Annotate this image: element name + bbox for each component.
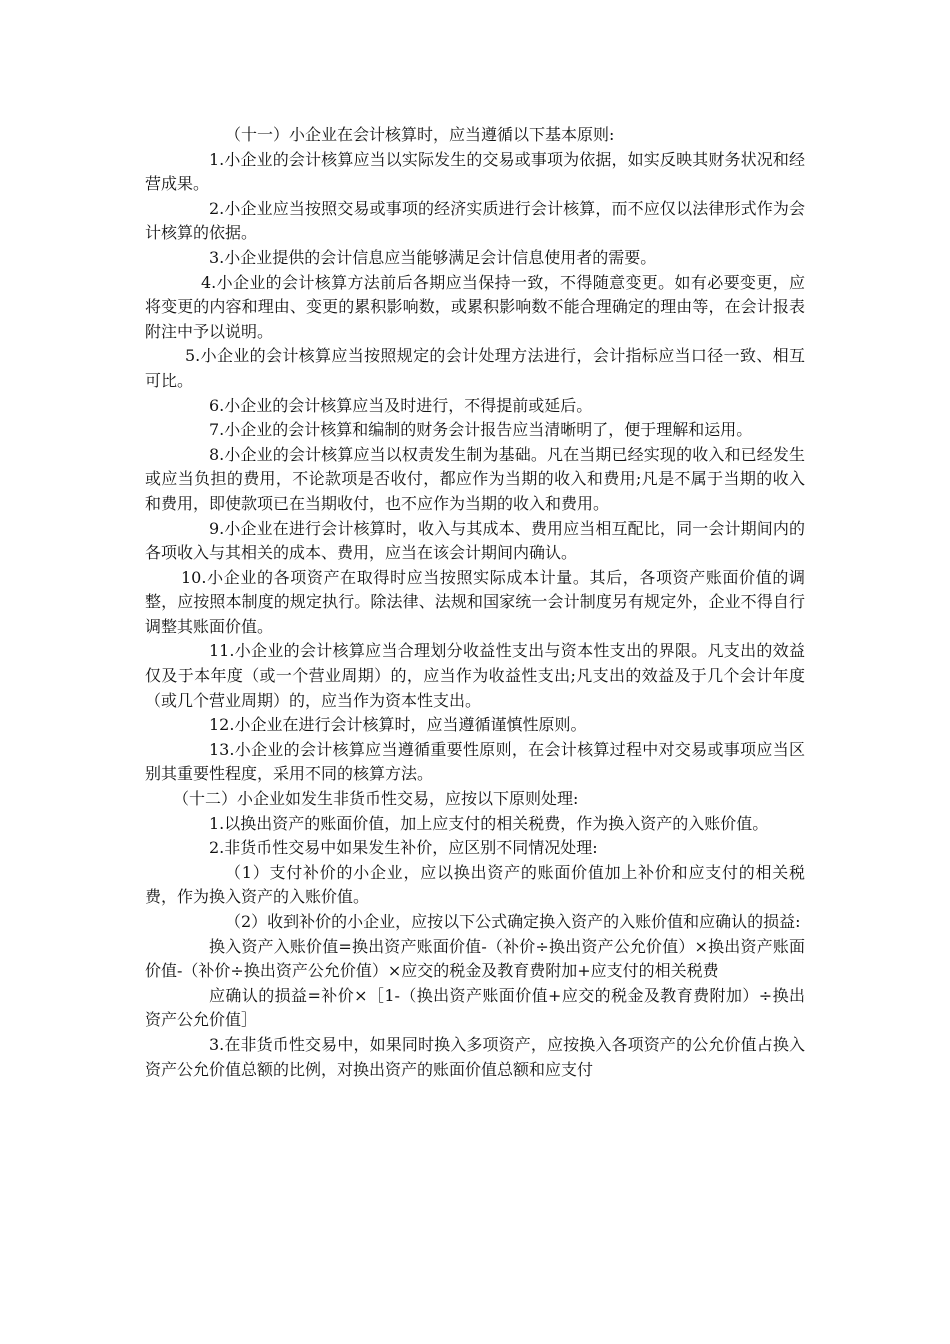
paragraph: 1.小企业的会计核算应当以实际发生的交易或事项为依据，如实反映其财务状况和经营成果。 [145,149,805,194]
paragraph: 3.小企业提供的会计信息应当能够满足会计信息使用者的需要。 [209,247,657,267]
paragraph: 9.小企业在进行会计核算时，收入与其成本、费用应当相互配比，同一会计期间内的各项收入与其相关的成本、费用，应当在该会计期间内确认。 [145,518,805,563]
paragraph: 12.小企业在进行会计核算时，应当遵循谨慎性原则。 [209,715,587,735]
paragraph: （2）收到补价的小企业，应按以下公式确定换入资产的入账价值和应确认的损益: [225,912,801,931]
paragraph: （1）支付补价的小企业，应以换出资产的账面价值加上补价和应支付的相关税费，作为换入资产的入账价值。 [145,862,805,907]
paragraph: 10.小企业的各项资产在取得时应当按照实际成本计量。其后，各项资产账面价值的调整，应按照本制度的规定执行。除法律、法规和国家统一会计制度另有规定外，企业不得自行调整其账面价值。 [145,567,805,636]
paragraph: 7.小企业的会计核算和编制的财务会计报告应当清晰明了，便于理解和运用。 [209,420,753,440]
paragraph: 8.小企业的会计核算应当以权责发生制为基础。凡在当期已经实现的收入和已经发生或应当负担的费用，不论款项是否收付，都应作为当期的收入和费用;凡是不属于当期的收入和费用，即使款项已在当期收付，也不应作为当期的收入和费用。 [145,444,805,513]
paragraph: 2.非货币性交易中如果发生补价，应区别不同情况处理: [209,838,598,858]
paragraph: 13.小企业的会计核算应当遵循重要性原则，在会计核算过程中对交易或事项应当区别其重要性程度，采用不同的核算方法。 [145,739,805,784]
paragraph: 1.以换出资产的账面价值，加上应支付的相关税费，作为换入资产的入账价值。 [209,813,769,833]
document-body [145,123,805,1082]
paragraph: 4.小企业的会计核算方法前后各期应当保持一致，不得随意变更。如有必要变更，应将变更的内容和理由、变更的累积影响数，或累积影响数不能合理确定的理由等，在会计报表附注中予以说明。 [145,272,805,341]
paragraph: 5.小企业的会计核算应当按照规定的会计处理方法进行，会计指标应当口径一致、相互可比。 [145,346,805,390]
formula-paragraph: 应确认的损益=补价×［1-（换出资产账面价值+应交的税金及教育费附加）÷换出资产公允价值］ [145,985,805,1030]
paragraph: 6.小企业的会计核算应当及时进行，不得提前或延后。 [209,395,593,415]
section-heading-12: （十二）小企业如发生非货币性交易，应按以下原则处理: [173,789,579,809]
paragraph: 11.小企业的会计核算应当合理划分收益性支出与资本性支出的界限。凡支出的效益仅及于本年度（或一个营业周期）的，应当作为收益性支出;凡支出的效益及于几个会计年度（或几个营业周期）的，应当作为资本性支出。 [145,641,805,710]
paragraph: 3.在非货币性交易中，如果同时换入多项资产，应按换入各项资产的公允价值占换入资产公允价值总额的比例，对换出资产的账面价值总额和应支付 [145,1034,805,1079]
paragraph: 2.小企业应当按照交易或事项的经济实质进行会计核算，而不应仅以法律形式作为会计核算的依据。 [145,198,805,243]
formula-paragraph: 换入资产入账价值=换出资产账面价值-（补价÷换出资产公允价值）×换出资产账面价值-（补价÷换出资产公允价值）×应交的税金及教育费附加+应支付的相关税费 [145,936,805,981]
section-heading-11: （十一）小企业在会计核算时，应当遵循以下基本原则: [225,125,615,144]
